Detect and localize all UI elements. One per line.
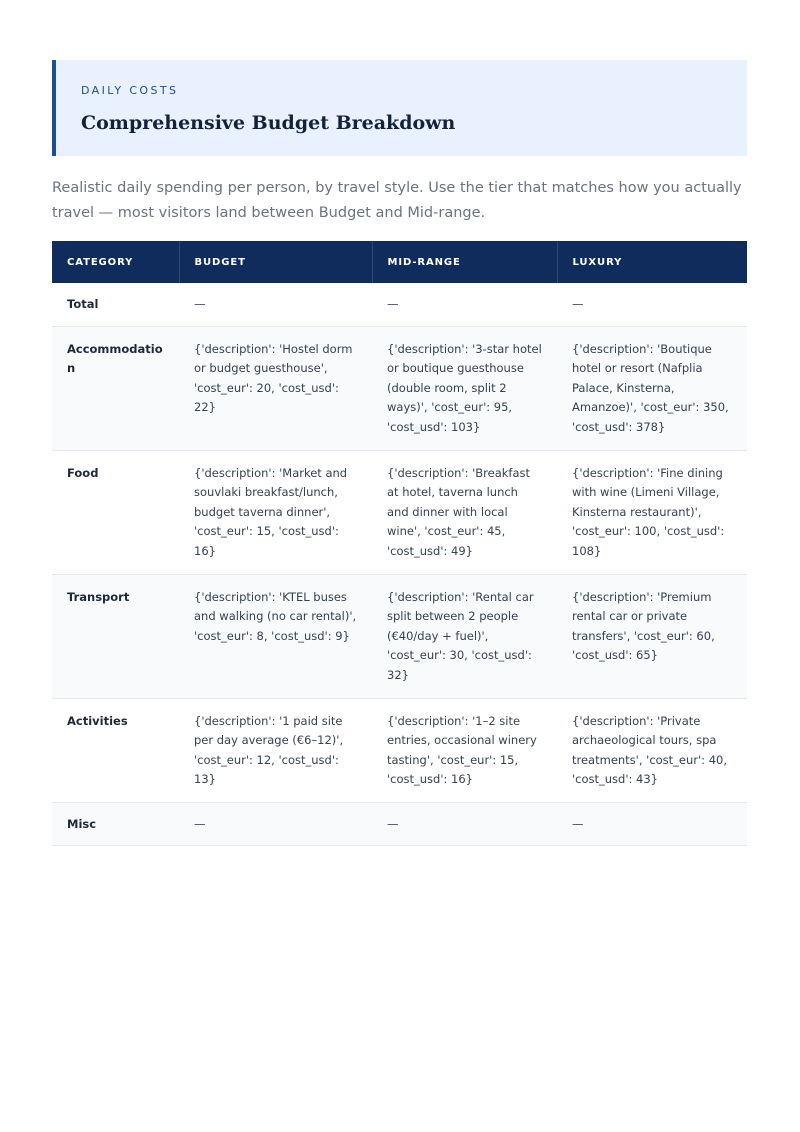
column-header-luxury: LUXURY	[557, 241, 747, 283]
cell-mid-range: —	[372, 283, 557, 326]
cell-luxury: —	[557, 802, 747, 846]
row-category: Activities	[52, 698, 179, 802]
intro-paragraph: Realistic daily spending per person, by travel style. Use the tier that matches how you actually travel — most visitors land between Budget and Mid-range.	[52, 180, 742, 221]
column-header-mid-range: MID-RANGE	[372, 241, 557, 283]
cell-luxury: {'description': 'Boutique hotel or resort (Nafplia Palace, Kinsterna, Amanzoe)', 'cost_eur': 350, 'cost_usd': 378}	[557, 326, 747, 450]
section-header	[52, 60, 747, 156]
cell-mid-range: {'description': '1–2 site entries, occasional winery tasting', 'cost_eur': 15, 'cost_usd': 16}	[372, 698, 557, 802]
cell-mid-range: —	[372, 802, 557, 846]
cell-luxury: {'description': 'Fine dining with wine (Limeni Village, Kinsterna restaurant)', 'cost_eur': 100, 'cost_usd': 108}	[557, 450, 747, 574]
column-header-budget: BUDGET	[179, 241, 372, 283]
section-eyebrow: DAILY COSTS	[81, 84, 179, 97]
cell-luxury: {'description': 'Private archaeological tours, spa treatments', 'cost_eur': 40, 'cost_usd': 43}	[557, 698, 747, 802]
row-category: Transport	[52, 574, 179, 698]
cell-budget: {'description': '1 paid site per day average (€6–12)', 'cost_eur': 12, 'cost_usd': 13}	[179, 698, 372, 802]
table-row	[52, 802, 747, 846]
row-category: Total	[52, 283, 179, 326]
section-title: Comprehensive Budget Breakdown	[81, 112, 456, 134]
table-row	[52, 326, 747, 450]
column-header-category: CATEGORY	[52, 241, 179, 283]
table-header	[52, 241, 747, 283]
cell-luxury: {'description': 'Premium rental car or private transfers', 'cost_eur': 60, 'cost_usd': 65}	[557, 574, 747, 698]
table-header-row	[52, 241, 747, 283]
table-row	[52, 450, 747, 574]
cell-mid-range: {'description': '3-star hotel or boutique guesthouse (double room, split 2 ways)', 'cost_eur': 95, 'cost_usd': 103}	[372, 326, 557, 450]
row-category: Misc	[52, 802, 179, 846]
cell-budget: —	[179, 802, 372, 846]
cell-budget: {'description': 'KTEL buses and walking (no car rental)', 'cost_eur': 8, 'cost_usd': 9}	[179, 574, 372, 698]
table-row	[52, 283, 747, 326]
row-category: Food	[52, 450, 179, 574]
table-row	[52, 698, 747, 802]
cell-budget: —	[179, 283, 372, 326]
cell-budget: {'description': 'Market and souvlaki breakfast/lunch, budget taverna dinner', 'cost_eur': 15, 'cost_usd': 16}	[179, 450, 372, 574]
budget-table	[52, 241, 747, 846]
cell-luxury: —	[557, 283, 747, 326]
cell-mid-range: {'description': 'Rental car split between 2 people (€40/day + fuel)', 'cost_eur': 30, 'cost_usd': 32}	[372, 574, 557, 698]
table-body	[52, 283, 747, 846]
cell-budget: {'description': 'Hostel dorm or budget guesthouse', 'cost_eur': 20, 'cost_usd': 22}	[179, 326, 372, 450]
cell-mid-range: {'description': 'Breakfast at hotel, taverna lunch and dinner with local wine', 'cost_eur': 45, 'cost_usd': 49}	[372, 450, 557, 574]
table-row	[52, 574, 747, 698]
row-category: Accommodation	[52, 326, 179, 450]
